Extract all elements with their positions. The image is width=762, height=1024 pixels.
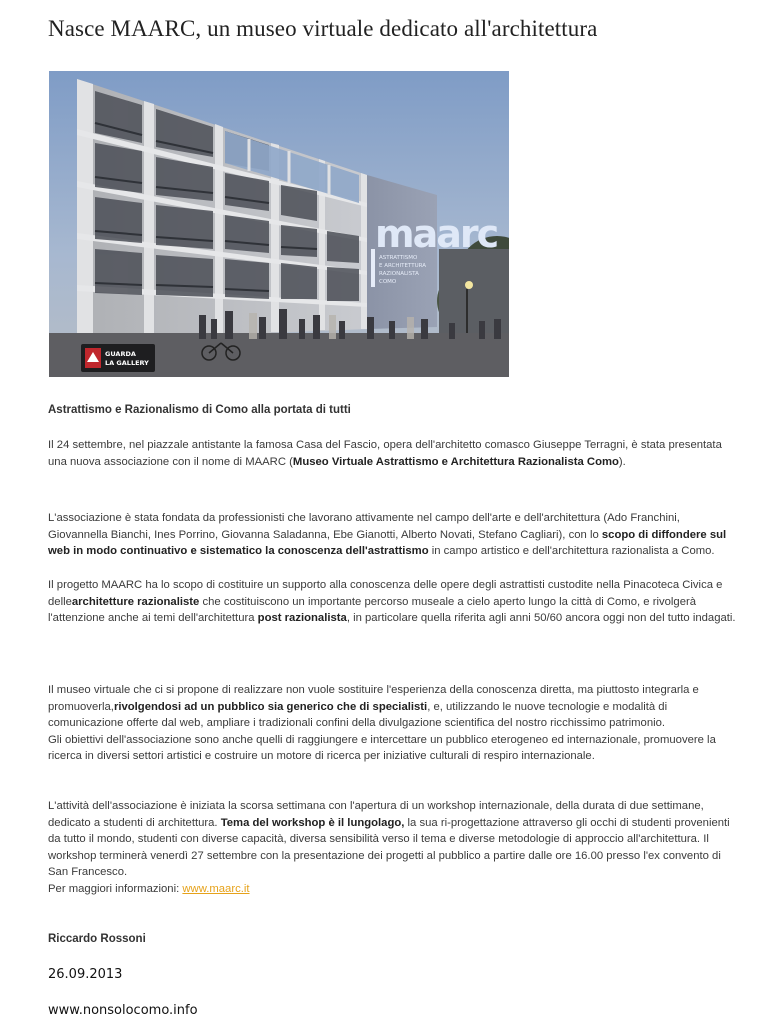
article-photo[interactable]	[49, 71, 509, 377]
text-span: L'associazione è stata fondata da professionisti che lavorano attivamente nel campo dell'arte e dell'architettura (Ado Franchini, Giovannella Bianchi, Ines Porrino, Giovanna Saladanna, Ebe Gianotti, Alberto Novati, Stefano Cagliari), con lo	[48, 512, 680, 541]
paragraph-intro	[48, 437, 736, 470]
maarc-website-link[interactable]: www.maarc.it	[182, 882, 250, 895]
bold-span: rivolgendosi ad un pubblico sia generico che di specialisti	[113, 700, 428, 713]
wall-text-line: E ARCHITETTURA	[379, 263, 426, 269]
bold-span: scopo di diffondere sul web in modo continuativo e sistematico la conoscenza dell'astrattismo	[48, 528, 727, 557]
paragraph-workshop	[48, 798, 736, 897]
text-span: Il progetto MAARC ha lo scopo di costituire un supporto alla conoscenza delle opere degli astrattisti custodite nella Pinacoteca Civica e delle	[48, 579, 723, 608]
text-span: Gli obiettivi dell'associazione sono anche quelli di raggiungere e intercettare un pubblico eterogeneo ed internazionale, promuovere la ricerca in diversi settori artistici e costruire un motore di ricerca per iniziative culturali di respiro internazionale.	[48, 733, 716, 762]
gallery-label: GUARDA	[105, 350, 136, 358]
text-span: in campo artistico e dell'architettura razionalista a Como.	[428, 545, 715, 557]
text-span: la sua ri-progettazione attraverso gli occhi di studenti provenienti da tutto il mondo, studenti con diverse capacità, diversa sensibilità verso il tema e diverse metodologie di approccio all'architettura. Il workshop terminerà venerdì 27 settembre con la presentazione dei progetti al pubblico a partire dalle ore 16.00 presso l'ex convento di San Francesco.	[48, 816, 730, 878]
text-span: L'attività dell'associazione è iniziata la scorsa settimana con l'apertura di un workshop internazionale, della durata di due settimane, dedicato a studenti di architettura.	[48, 800, 704, 829]
publish-date: 26.09.2013	[48, 967, 123, 982]
wall-text-line: COMO	[379, 279, 397, 285]
paragraph-founders	[48, 510, 736, 560]
bold-span: Tema del workshop è il lungolago,	[220, 816, 405, 829]
author-name: Riccardo Rossoni	[48, 933, 146, 945]
wall-text-line: RAZIONALISTA	[379, 271, 419, 277]
text-span: , e, utilizzando le nuove tecnologie e modalità di comunicazione offerte dal web, ampliare i tradizionali confini della divulgazione scientifica del nostro ricchissimo patrimonio.	[48, 700, 668, 729]
text-span: , in particolare quella riferita agli anni 50/60 ancora oggi non del tutto indagati.	[346, 612, 736, 624]
text-span: Il 24 settembre, nel piazzale antistante la famosa Casa del Fascio, opera dell'architetto comasco Giuseppe Terragni, è stata presentata una nuova associazione con il nome di MAARC (	[48, 439, 722, 468]
text-span: ).	[618, 455, 626, 468]
gallery-badge[interactable]	[81, 344, 155, 372]
paragraph-project	[48, 577, 736, 627]
text-span: Per maggiori informazioni:	[48, 882, 183, 895]
source-site: www.nonsolocomo.info	[48, 1003, 198, 1018]
bold-span: Museo Virtuale Astrattismo e Architettura Razionalista Como	[292, 455, 619, 468]
paragraph-virtual-museum	[48, 682, 736, 765]
casa-del-fascio-illustration	[49, 71, 509, 377]
bold-span: post razionalista	[257, 612, 347, 624]
maarc-logo: maarc	[375, 212, 498, 256]
text-span: Il museo virtuale che ci si propone di realizzare non vuole sostituire l'esperienza della conoscenza diretta, ma piuttosto integrarla e promuoverla,	[48, 684, 699, 713]
wall-text-line: ASTRATTISMO	[379, 255, 418, 261]
page-title: Nasce MAARC, un museo virtuale dedicato all'architettura	[48, 16, 598, 41]
bold-span: architetture razionaliste	[71, 595, 200, 608]
article-subtitle: Astrattismo e Razionalismo di Como alla portata di tutti	[48, 404, 351, 416]
gallery-label: LA GALLERY	[105, 359, 149, 367]
text-span: che costituiscono un importante percorso museale a cielo aperto lungo la città di Como, e rivolgerà l'attenzione anche ai temi dell'architettura	[48, 595, 697, 624]
